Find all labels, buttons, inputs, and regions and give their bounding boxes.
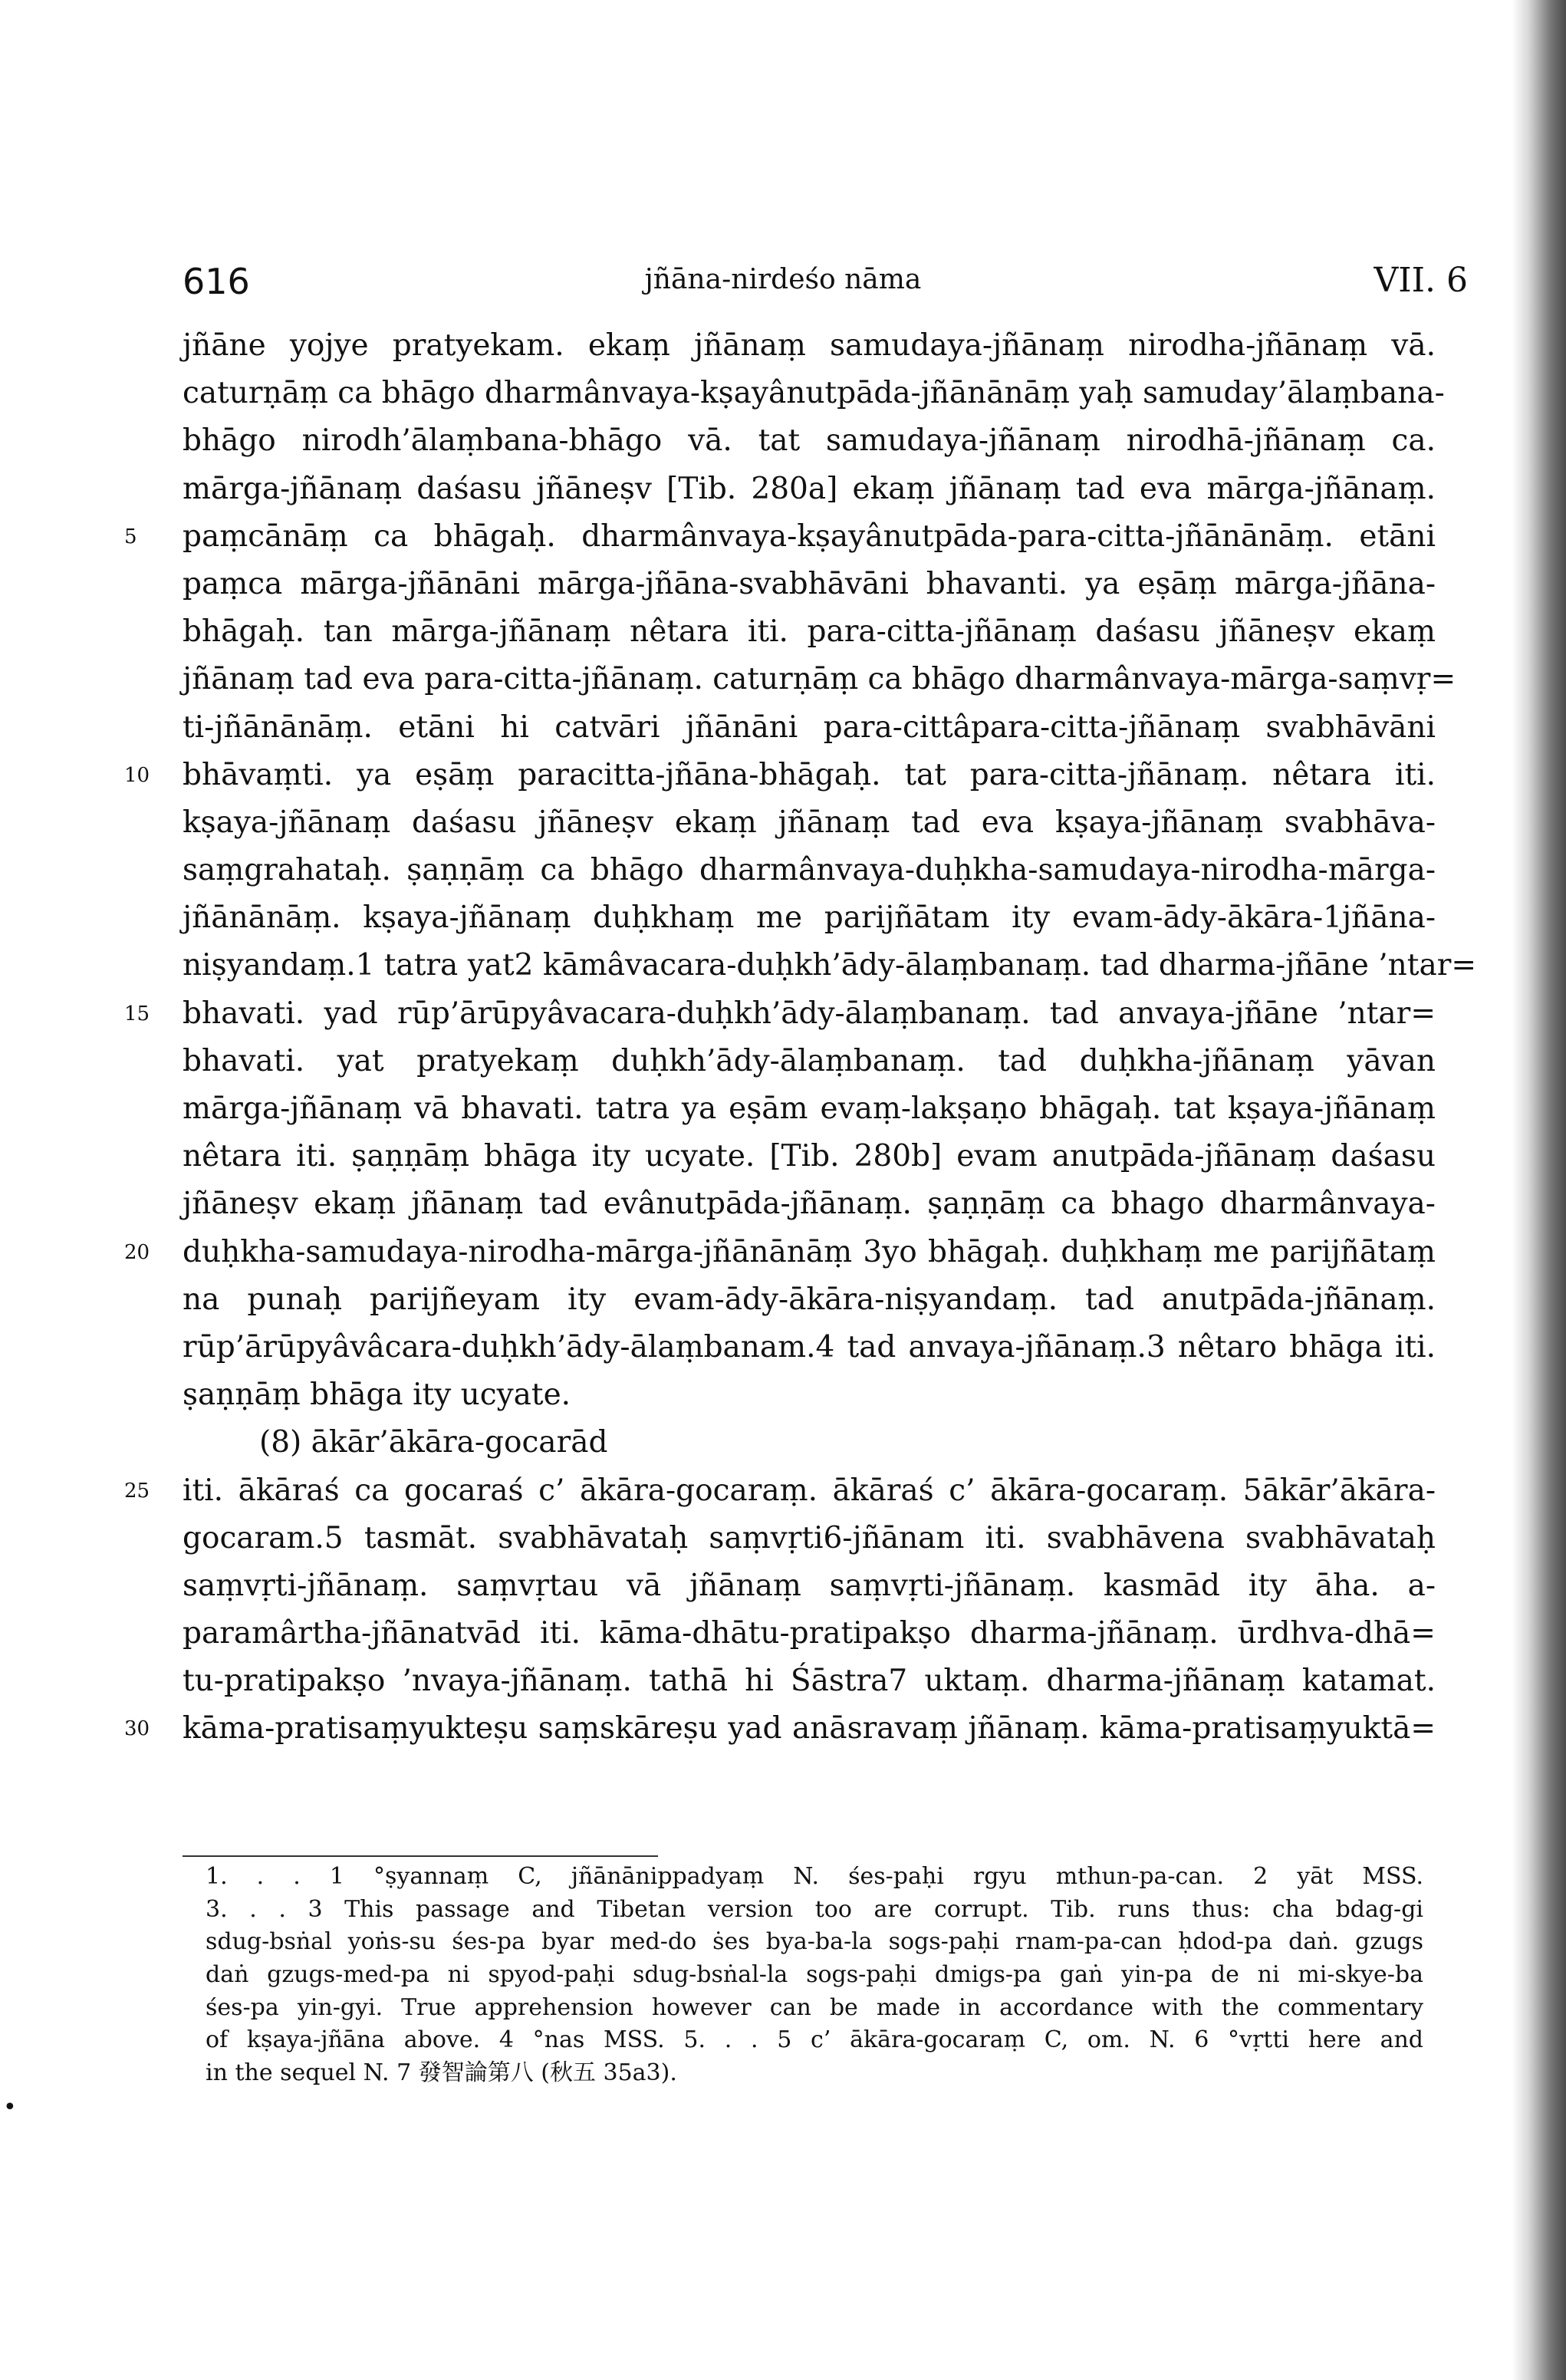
footnote-line: śes-pa yin-gyi. True apprehension however can be made in accordance with the commentary (206, 1993, 1423, 2021)
line-number: 30 (124, 1717, 150, 1741)
line-number: 25 (124, 1479, 150, 1503)
line-text: kāma-pratisaṃyukteṣu saṃskāreṣu yad anāsravaṃ jñānaṃ. kāma-pratisaṃyuktā= (183, 1711, 1436, 1746)
line-text: mārga-jñānaṃ daśasu jñāneṣv [Tib. 280a] ekaṃ jñānaṃ tad eva mārga-jñānaṃ. (183, 471, 1436, 506)
footnote-line: 1. . . 1 °ṣyannaṃ C, jñānānippadyaṃ N. śes-paḥi rgyu mthun-pa-can. 2 yāt MSS. (206, 1863, 1423, 1890)
margin-dot: • (3, 2094, 17, 2121)
text-line (183, 847, 1436, 894)
line-text: niṣyandaṃ.1 tatra yat2 kāmâvacara-duḥkh’ādy-ālaṃbanaṃ. tad dharma-jñāne ’ntar= (183, 948, 1477, 983)
footnote-line: in the sequel N. 7 發智論第八 (秋五 35a3). (206, 2059, 677, 2087)
footnote-line: sdug-bsṅal yoṅs-su śes-pa byar med-do ṡes bya-ba-la sogs-paḥi rnam-pa-can ḥdod-pa daṅ. gzugs (206, 1928, 1423, 1956)
text-line (183, 1038, 1436, 1085)
text-line (183, 1324, 1436, 1371)
footnote-line: daṅ gzugs-med-pa ni spyod-paḥi sdug-bsṅal-la sogs-paḥi dmigs-pa gaṅ yin-pa de ni mi-skye-ba (206, 1961, 1423, 1989)
main-text-body (124, 322, 1477, 1753)
running-title: jñāna-nirdeśo nāma (644, 264, 922, 295)
text-line (183, 1419, 1436, 1467)
line-text: caturṇāṃ ca bhāgo dharmânvaya-kṣayânutpāda-jñānānāṃ yaḥ samuday’ālaṃbana- (183, 376, 1445, 411)
line-text: paṃca mārga-jñānāni mārga-jñāna-svabhāvāni bhavanti. ya eṣāṃ mārga-jñāna- (183, 566, 1436, 601)
text-line (183, 1276, 1436, 1324)
line-text: tu-pratipakṣo ’nvaya-jñānaṃ. tathā hi Śāstra7 uktaṃ. dharma-jñānaṃ katamat. (183, 1664, 1436, 1699)
footnote-line: of kṣaya-jñāna above. 4 °nas MSS. 5. . . 5 c’ ākāra-gocaraṃ C, om. N. 6 °vṛtti here and (206, 2026, 1423, 2054)
footnote-line: 3. . . 3 This passage and Tibetan version too are corrupt. Tib. runs thus: cha bdag-gi (206, 1895, 1423, 1923)
line-text: jñānānāṃ. kṣaya-jñānaṃ duḥkhaṃ me parijñātam ity evam-ādy-ākāra-1jñāna- (183, 900, 1436, 936)
text-line (183, 1657, 1436, 1705)
line-text: jñānaṃ tad eva para-citta-jñānaṃ. caturṇāṃ ca bhāgo dharmânvaya-mārga-saṃvṛ= (183, 662, 1456, 697)
text-line (183, 322, 1436, 370)
text-line (124, 1229, 1436, 1276)
text-line (183, 1562, 1436, 1610)
line-text: kṣaya-jñānaṃ daśasu jñāneṣv ekaṃ jñānaṃ tad eva kṣaya-jñānaṃ svabhāva- (183, 805, 1436, 840)
text-line (183, 656, 1456, 703)
line-text: saṃgrahataḥ. ṣaṇṇāṃ ca bhāgo dharmânvaya-duḥkha-samudaya-nirodha-mārga- (183, 853, 1436, 888)
line-text: bhāgaḥ. tan mārga-jñānaṃ nêtara iti. para-citta-jñānaṃ daśasu jñāneṣv ekaṃ (183, 614, 1436, 650)
line-text: (8) ākār’ākāra-gocarād (259, 1425, 608, 1460)
line-number: 20 (124, 1240, 150, 1264)
line-text: na punaḥ parijñeyam ity evam-ādy-ākāra-niṣyandaṃ. tad anutpāda-jñānaṃ. (183, 1282, 1436, 1317)
text-line (124, 990, 1436, 1038)
page-number: 616 (183, 261, 250, 302)
text-line (183, 799, 1436, 847)
footnotes (206, 1861, 1423, 2090)
section-number: VII. 6 (1374, 261, 1468, 300)
text-line (183, 370, 1445, 417)
text-line (183, 894, 1436, 942)
footnote-rule (183, 1855, 658, 1857)
line-text: paramârtha-jñānatvād iti. kāma-dhātu-pratipakṣo dharma-jñānaṃ. ūrdhva-dhā= (183, 1616, 1436, 1651)
line-text: paṃcānāṃ ca bhāgaḥ. dharmânvaya-kṣayânutpāda-para-citta-jñānānāṃ. etāni (183, 518, 1436, 554)
line-text: bhavati. yad rūp’ārūpyâvacara-duḥkh’ādy-ālaṃbanaṃ. tad anvaya-jñāne ’ntar= (183, 996, 1436, 1031)
text-line (124, 752, 1436, 799)
line-number: 5 (124, 525, 137, 548)
text-line (183, 1371, 1436, 1419)
text-line (183, 942, 1477, 989)
text-line (183, 1610, 1436, 1657)
line-text: duḥkha-samudaya-nirodha-mārga-jñānānāṃ 3yo bhāgaḥ. duḥkhaṃ me parijñātaṃ (183, 1234, 1436, 1269)
line-text: gocaram.5 tasmāt. svabhāvataḥ saṃvṛti6-jñānam iti. svabhāvena svabhāvataḥ (183, 1520, 1436, 1555)
text-line (183, 1515, 1436, 1562)
text-line (183, 561, 1436, 608)
scanned-page-edge-shadow (1512, 0, 1566, 2380)
text-line (124, 513, 1436, 561)
line-text: jñāne yojye pratyekam. ekaṃ jñānaṃ samudaya-jñānaṃ nirodha-jñānaṃ vā. (183, 328, 1436, 363)
line-text: rūp’ārūpyâvâcara-duḥkh’ādy-ālaṃbanam.4 tad anvaya-jñānaṃ.3 nêtaro bhāga iti. (183, 1329, 1436, 1364)
line-number: 10 (124, 763, 150, 787)
text-line (183, 608, 1436, 656)
text-line (124, 1467, 1436, 1515)
text-line (183, 466, 1436, 513)
text-line (183, 1085, 1436, 1133)
line-text: bhāvaṃti. ya eṣāṃ paracitta-jñāna-bhāgaḥ. tat para-citta-jñānaṃ. nêtara iti. (183, 757, 1436, 792)
text-line (183, 417, 1436, 465)
line-text: iti. ākāraś ca gocaraś c’ ākāra-gocaraṃ. ākāraś c’ ākāra-gocaraṃ. 5ākār’ākāra- (183, 1473, 1436, 1508)
line-text: bhavati. yat pratyekaṃ duḥkh’ādy-ālaṃbanaṃ. tad duḥkha-jñānaṃ yāvan (183, 1043, 1436, 1078)
line-text: saṃvṛti-jñānaṃ. saṃvṛtau vā jñānaṃ saṃvṛti-jñānaṃ. kasmād ity āha. a- (183, 1568, 1436, 1603)
line-text: mārga-jñānaṃ vā bhavati. tatra ya eṣām evaṃ-lakṣaṇo bhāgaḥ. tat kṣaya-jñānaṃ (183, 1091, 1436, 1126)
line-text: ti-jñānānāṃ. etāni hi catvāri jñānāni para-cittâpara-citta-jñānaṃ svabhāvāni (183, 709, 1436, 745)
text-line (124, 1705, 1436, 1753)
text-line (183, 704, 1436, 752)
text-line (183, 1180, 1436, 1228)
line-text: jñāneṣv ekaṃ jñānaṃ tad evânutpāda-jñānaṃ. ṣaṇṇāṃ ca bhago dharmânvaya- (183, 1187, 1436, 1222)
line-text: bhāgo nirodh’ālaṃbana-bhāgo vā. tat samudaya-jñānaṃ nirodhā-jñānaṃ ca. (183, 423, 1436, 459)
text-line (183, 1133, 1436, 1180)
line-text: ṣaṇṇāṃ bhāga ity ucyate. (183, 1378, 571, 1413)
line-number: 15 (124, 1002, 150, 1025)
line-text: nêtara iti. ṣaṇṇāṃ bhāga ity ucyate. [Tib. 280b] evam anutpāda-jñānaṃ daśasu (183, 1139, 1436, 1174)
